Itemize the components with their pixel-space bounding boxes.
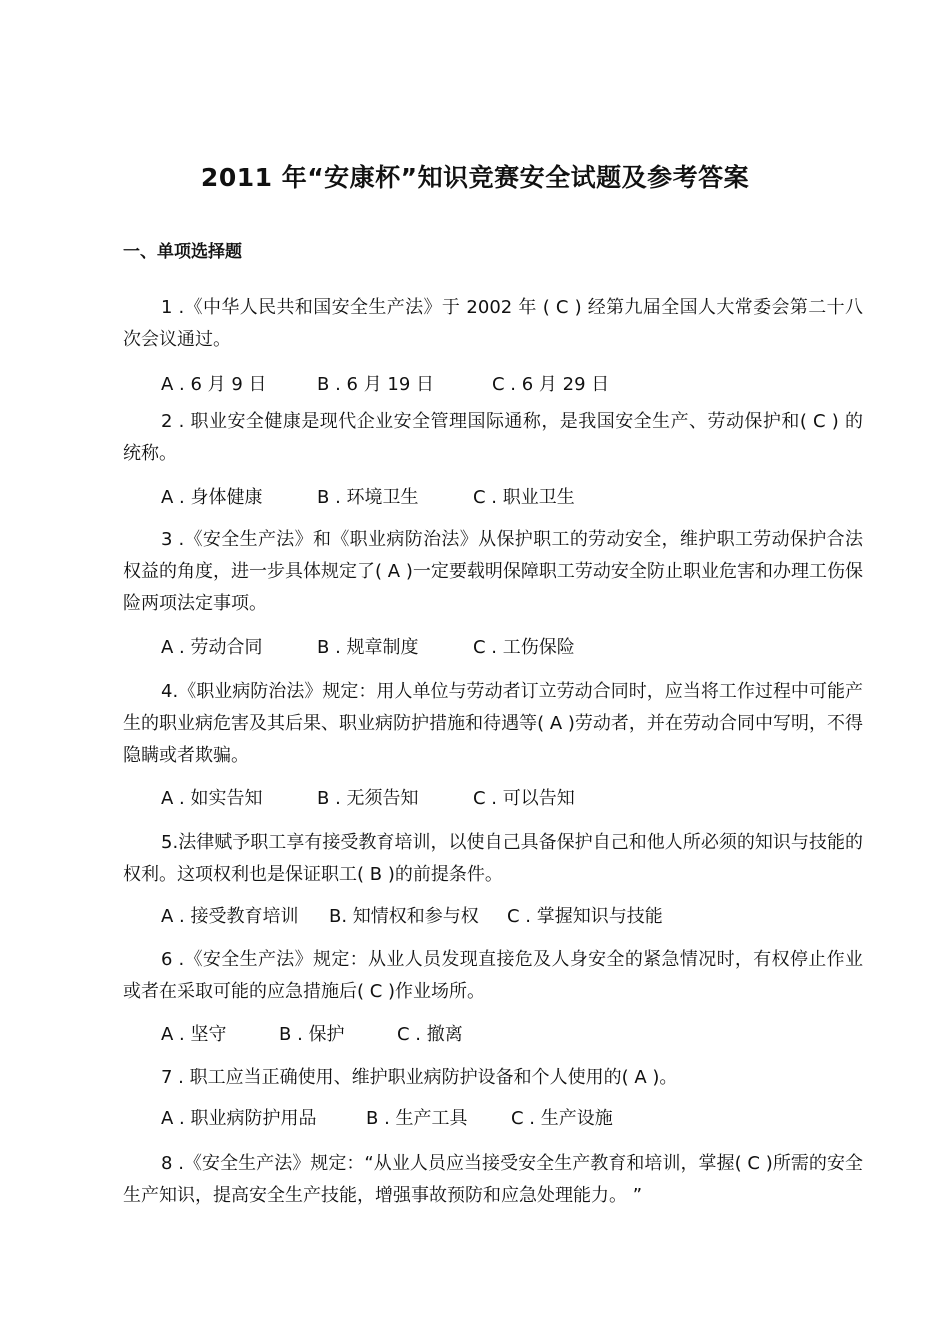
question-2-options	[161, 484, 575, 512]
question-6-options	[161, 1021, 463, 1049]
question-8-text: 8 .《安全生产法》规定：“从业人员应当接受安全生产教育和培训，掌握( C )所需的安全生产知识，提高安全生产技能，增强事故预防和应急处理能力。 ”	[123, 1153, 863, 1206]
question-7-text: 7 . 职工应当正确使用、维护职业病防护设备和个人使用的( A )。	[161, 1067, 678, 1088]
question-3-text: 3 .《安全生产法》和《职业病防治法》从保护职工的劳动安全，维护职工劳动保护合法权益的角度，进一步具体规定了( A )一定要载明保障职工劳动安全防止职业危害和办理工伤保险两项法定事项。	[123, 529, 863, 614]
document-title: 2011 年“安康杯”知识竞赛安全试题及参考答案	[200, 163, 750, 192]
question-2-text: 2 . 职业安全健康是现代企业安全管理国际通称，是我国安全生产、劳动保护和( C ) 的统称。	[123, 411, 863, 464]
question-3-option-c: C . 工伤保险	[473, 637, 575, 658]
question-2-option-a: A . 身体健康	[161, 487, 263, 508]
question-4-option-a: A . 如实告知	[161, 788, 263, 809]
question-4-option-b: B . 无须告知	[317, 788, 419, 809]
question-1-option-a: A . 6 月 9 日	[161, 374, 267, 395]
question-6-text: 6 .《安全生产法》规定：从业人员发现直接危及人身安全的紧急情况时，有权停止作业或者在采取可能的应急措施后( C )作业场所。	[123, 949, 863, 1002]
question-4-text: 4.《职业病防治法》规定：用人单位与劳动者订立劳动合同时，应当将工作过程中可能产生的职业病危害及其后果、职业病防护措施和待遇等( A )劳动者，并在劳动合同中写明，不得隐瞒或者欺骗。	[123, 681, 863, 766]
question-1-option-c: C . 6 月 29 日	[492, 374, 610, 395]
question-1-option-b: B . 6 月 19 日	[317, 374, 435, 395]
question-5-option-a: A . 接受教育培训	[161, 906, 299, 927]
question-4-options	[161, 785, 575, 813]
question-2-option-b: B . 环境卫生	[317, 487, 419, 508]
question-5-text: 5.法律赋予职工享有接受教育培训，以使自己具备保护自己和他人所必须的知识与技能的权利。这项权利也是保证职工( B )的前提条件。	[123, 832, 863, 885]
question-5-option-c: C . 掌握知识与技能	[507, 906, 663, 927]
question-7-options	[161, 1105, 613, 1133]
question-6-option-c: C . 撤离	[397, 1024, 463, 1045]
question-1-text: 1 .《中华人民共和国安全生产法》于 2002 年 ( C ) 经第九届全国人大常委会第二十八次会议通过。	[123, 297, 863, 350]
question-4-option-c: C . 可以告知	[473, 788, 575, 809]
question-7-option-b: B . 生产工具	[366, 1108, 468, 1129]
question-2-option-c: C . 职业卫生	[473, 487, 575, 508]
question-3-option-b: B . 规章制度	[317, 637, 419, 658]
question-5-option-b: B. 知情权和参与权	[329, 906, 479, 927]
section-heading: 一、单项选择题	[123, 242, 242, 262]
question-5-options	[161, 903, 663, 931]
question-6-option-a: A . 坚守	[161, 1024, 227, 1045]
question-7-option-c: C . 生产设施	[511, 1108, 613, 1129]
question-7-option-a: A . 职业病防护用品	[161, 1108, 317, 1129]
question-6-option-b: B . 保护	[279, 1024, 345, 1045]
question-3-options	[161, 634, 575, 662]
question-1-options	[161, 371, 609, 399]
question-3-option-a: A . 劳动合同	[161, 637, 263, 658]
